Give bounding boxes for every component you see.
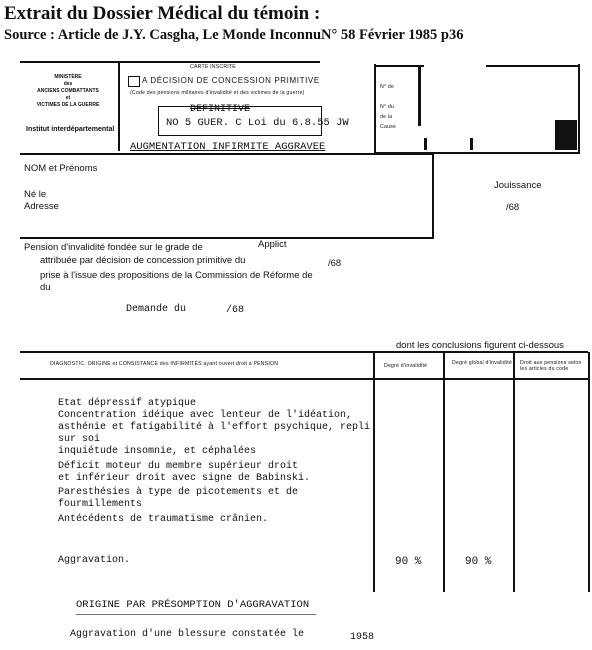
place-label: Jouissance (494, 180, 542, 191)
ministry-service: Institut interdépartemental (26, 126, 115, 133)
ministry-block (18, 74, 118, 109)
aggravation-label: Aggravation. (58, 555, 131, 566)
ministry-line: ANCIENS COMBATTANTS (37, 88, 99, 94)
decision-checkbox (128, 76, 140, 87)
nom-label: NOM et Prénoms (24, 163, 98, 174)
table-header-droit: Droit aux pensions selon les articles du code (520, 360, 582, 372)
redaction-mark (418, 66, 421, 126)
ministry-divider (118, 61, 120, 151)
diagnosis-line: et inférieur droit avec signe de Babinski. (58, 473, 311, 484)
table-header-rule (20, 378, 588, 380)
form-top-rule (20, 61, 320, 63)
right-panel-top-right (486, 65, 580, 67)
origine-underline (76, 614, 316, 615)
page-title: Extrait du Dossier Médical du témoin : (4, 3, 321, 24)
diagnosis-line: asthénie et fatigabilité à l'effort psychique, repli (58, 422, 371, 433)
table-header-degre: Degré d'invalidité (384, 363, 428, 369)
pension-line-4: du (40, 282, 51, 293)
redaction-mark (555, 120, 577, 150)
table-col-rule (513, 352, 515, 592)
decision-title: A DÉCISION DE CONCESSION PRIMITIVE (142, 76, 320, 85)
diagnosis-line: Concentration idéique avec lenteur de l'idéation, (58, 410, 353, 421)
table-header-degre-global: Degré global d'invalidité (452, 360, 512, 366)
pension-date: /68 (328, 258, 342, 269)
right-panel-line: N° de (380, 84, 395, 90)
right-panel-left-edge (374, 64, 376, 154)
diagnosis-line: fourmillements (58, 499, 143, 510)
demande-label: Demande du (126, 304, 187, 315)
augmentation-line: AUGMENTATION INFIRMITE AGGRAVEE (130, 141, 326, 153)
adresse-label: Adresse (24, 201, 59, 212)
pension-grade: Applict (258, 239, 287, 250)
right-panel-line: de la (380, 114, 393, 120)
decision-subtitle: (Code des pensions militaires d'invalidité et des victimes de la guerre) (130, 90, 305, 96)
decision-caption: CARTE INSCRITE (190, 64, 236, 70)
diagnosis-line: sur soi (58, 434, 101, 445)
degre-value: 90 % (395, 556, 422, 568)
decision-reference: NO 5 GUER. C Loi du 6.8.55 JW (166, 117, 349, 129)
right-panel-line: N° du (380, 104, 395, 110)
table-header-diagnostic: DIAGNOSTIC. ORIGINE et CONSISTANCE des INFIRMITÉS ayant ouvert droit à PENSION (50, 361, 279, 367)
ministry-line: VICTIMES DE LA GUERRE (36, 102, 100, 108)
origine-line: Aggravation d'une blessure constatée le (70, 629, 305, 640)
right-panel-line: Cause (380, 124, 396, 130)
origine-year: 1958 (350, 632, 375, 643)
redaction-mark (470, 138, 473, 150)
pension-line-1: Pension d'invalidité fondée sur le grade de (24, 242, 203, 253)
diagnosis-line: Paresthésies à type de picotements et de (58, 487, 299, 498)
table-top-rule (20, 351, 588, 353)
ne-label: Né le (24, 189, 47, 200)
conclusions-line: dont les conclusions figurent ci-dessous (396, 340, 564, 351)
diagnosis-line: Etat dépressif atypique (58, 398, 197, 409)
ministry-line: des (63, 81, 73, 87)
ministry-line: et (65, 95, 71, 101)
redaction-mark (424, 138, 427, 150)
identity-top-rule (20, 153, 432, 155)
degre-global-value: 90 % (465, 556, 492, 568)
pension-line-3: prise à l'issue des propositions de la Commission de Réforme de (40, 270, 313, 281)
demande-date: /68 (226, 305, 245, 316)
right-panel-top-left (374, 65, 424, 67)
source-line: Source : Article de J.Y. Casgha, Le Monde InconnuN° 58 Février 1985 p36 (4, 27, 464, 43)
diagnosis-line: inquiétude insomnie, et céphalées (58, 446, 257, 457)
pension-line-2: attribuée par décision de concession primitive du (40, 255, 246, 266)
diagnosis-line: Déficit moteur du membre supérieur droit (58, 461, 299, 472)
definitive-stamp: DEFINITIVE (190, 104, 251, 115)
table-col-rule (443, 352, 445, 592)
origine-title: ORIGINE PAR PRÉSOMPTION D'AGGRAVATION (76, 599, 310, 611)
right-panel-right-edge (578, 64, 580, 154)
identity-bottom-rule (20, 237, 434, 239)
table-col-rule (373, 352, 375, 592)
identity-date: /68 (506, 202, 520, 213)
diagnosis-line: Antécédents de traumatisme crânien. (58, 514, 269, 525)
ministry-line: MINISTÈRE (54, 74, 82, 80)
identity-right-rule (432, 153, 434, 239)
table-col-rule (588, 352, 590, 592)
